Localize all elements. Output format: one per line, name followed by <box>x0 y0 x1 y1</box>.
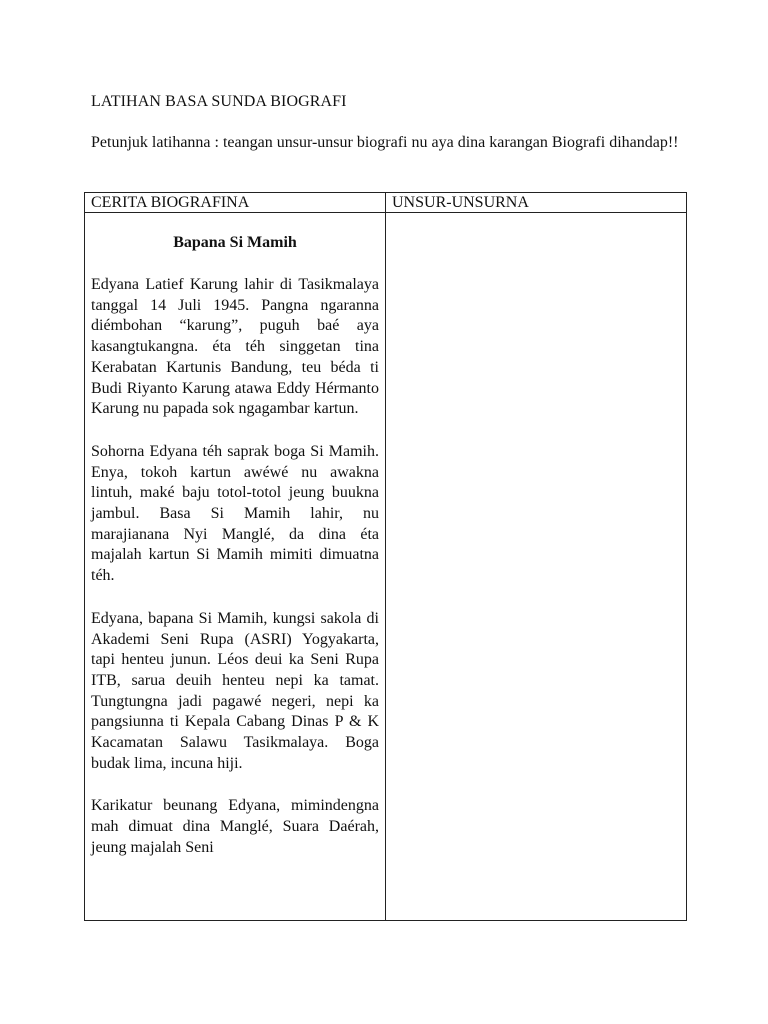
biography-table <box>84 192 687 921</box>
story-paragraph-4: Karikatur beunang Edyana, mimindengna mah dimuat dina Manglé, Suara Daérah, jeung majalah Seni <box>91 797 379 856</box>
story-paragraph-1: Edyana Latief Karung lahir di Tasikmalaya tanggal 14 Juli 1945. Pangna ngaranna diémbohan “karung”, puguh baé aya kasangtukangna. éta téh singgetan tina Kerabatan Kartunis Bandung, teu béda ti Budi Riyanto Karung atawa Eddy Hérmanto Karung nu papada sok ngagambar kartun. <box>91 276 379 418</box>
story-paragraph-3: Edyana, bapana Si Mamih, kungsi sakola di Akademi Seni Rupa (ASRI) Yogyakarta, tapi henteu junun. Léos deui ka Seni Rupa ITB, sarua deuih henteu nepi ka tamat. Tungtungna jadi pagawé negeri, nepi ka pangsiunna ti Kepala Cabang Dinas P & K Kacamatan Salawu Tasikmalaya. Boga budak lima, incuna hiji. <box>91 609 379 772</box>
story-cell <box>85 213 386 921</box>
story-content <box>85 213 385 920</box>
story-paragraph-2: Sohorna Edyana téh saprak boga Si Mamih. Enya, tokoh kartun awéwé nu awakna lintuh, maké baju totol-totol jeung buukna jambul. Basa Si Mamih lahir, nu marajianana Nyi Manglé, da dina éta majalah kartun Si Mamih mimiti dimuatna téh. <box>91 442 379 585</box>
header-unsur-unsurna: UNSUR-UNSURNA <box>386 193 687 213</box>
table-body-row <box>85 213 687 921</box>
story-title: Bapana Si Mamih <box>173 234 297 251</box>
instruction-text: Petunjuk latihanna : teangan unsur-unsur biografi nu aya dina karangan Biografi dihandap!! <box>91 134 679 151</box>
table-header-row <box>85 193 687 213</box>
answer-cell[interactable] <box>386 213 687 921</box>
document-title: LATIHAN BASA SUNDA BIOGRAFI <box>91 93 347 110</box>
header-cerita-biografina: CERITA BIOGRAFINA <box>85 193 386 213</box>
